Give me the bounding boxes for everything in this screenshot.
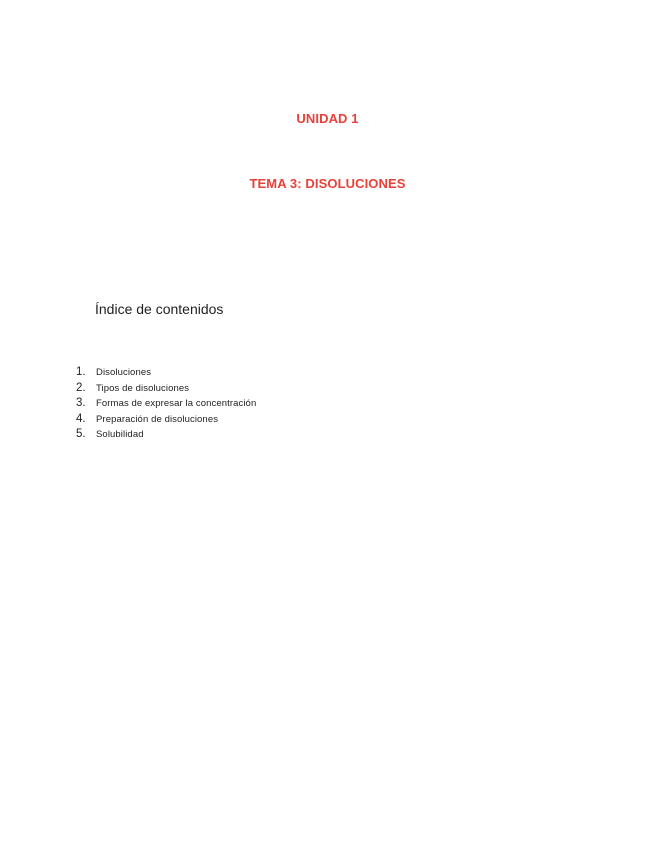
toc-item-label: Solubilidad — [96, 429, 144, 440]
toc-list — [76, 366, 256, 444]
toc-item-label: Disoluciones — [96, 367, 152, 378]
toc-item-label: Preparación de disoluciones — [96, 413, 219, 425]
toc-item-number: 4. — [76, 412, 86, 425]
toc-item-number: 5. — [76, 428, 86, 440]
toc-item-label: Tipos de disoluciones — [96, 382, 190, 394]
toc-item-disoluciones — [76, 366, 256, 382]
toc-item-preparacion — [76, 413, 256, 429]
unit-heading: UNIDAD 1 — [296, 111, 359, 126]
toc-item-number: 3. — [76, 397, 86, 409]
toc-item-label: Formas de expresar la concentración — [96, 398, 257, 409]
toc-item-formas — [76, 397, 256, 413]
toc-item-number: 1. — [76, 366, 86, 378]
toc-title: Índice de contenidos — [95, 301, 224, 317]
toc-item-tipos — [76, 382, 256, 398]
topic-heading: TEMA 3: DISOLUCIONES — [249, 176, 406, 191]
toc-item-solubilidad — [76, 428, 256, 444]
toc-item-number: 2. — [76, 381, 86, 394]
